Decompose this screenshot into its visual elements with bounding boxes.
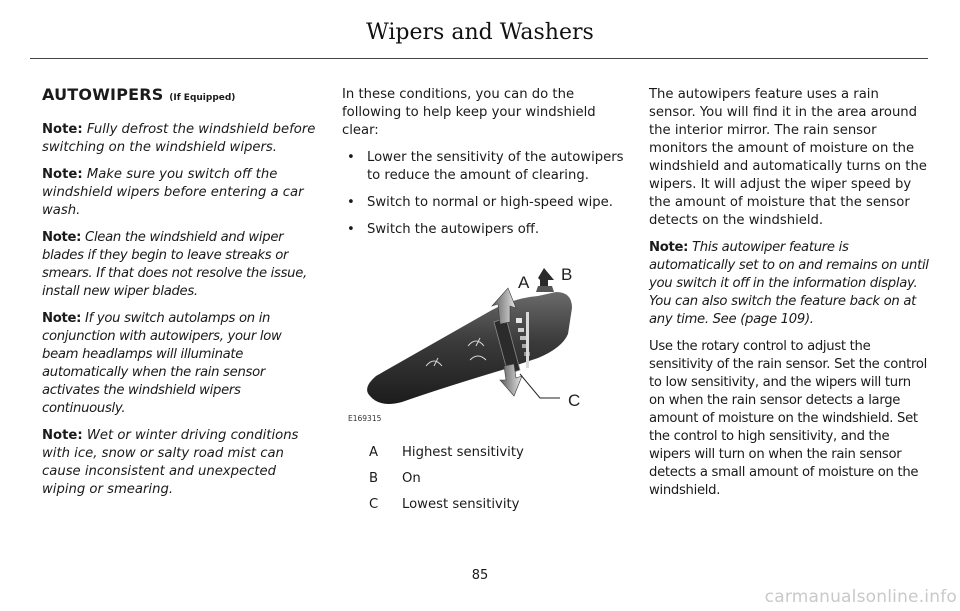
note-text: Clean the windshield and wiper blades if they begin to leave streaks or smears. If that does not resolve the issue, install new wiper blades. — [42, 230, 307, 299]
note-paragraph — [649, 239, 929, 329]
header-divider — [30, 58, 928, 59]
callout-a: A — [518, 273, 530, 292]
note-text: This autowiper feature is automatically set to on and remains on until you switch it off in the information display. You can also switch the feature back on at any time. See (page 109). — [649, 240, 929, 327]
wiper-stalk-illustration — [342, 248, 627, 430]
list-item — [342, 194, 627, 212]
page-number: 85 — [471, 568, 489, 583]
legend-value: Highest sensitivity — [402, 445, 524, 460]
note-paragraph — [42, 121, 320, 157]
legend-row — [342, 496, 627, 514]
note-label: Note: — [42, 230, 82, 245]
note-paragraph — [42, 427, 320, 499]
note-label: Note: — [42, 428, 83, 443]
bullet-text: Switch to normal or high-speed wipe. — [367, 195, 613, 210]
bullet-symbol: • — [347, 222, 355, 237]
legend-row — [342, 470, 627, 488]
legend-row — [342, 444, 627, 462]
note-label: Note: — [42, 167, 83, 182]
arrow-on — [538, 268, 554, 286]
legend-key: C — [369, 497, 379, 512]
legend-value: Lowest sensitivity — [402, 497, 520, 512]
note-label: Note: — [649, 240, 689, 255]
note-label: Note: — [42, 122, 83, 137]
figure-code: E169315 — [348, 414, 382, 423]
page-title: Wipers and Washers — [366, 20, 594, 45]
note-text: Make sure you switch off the windshield wipers before entering a car wash. — [42, 167, 304, 218]
ring-marker — [516, 318, 522, 323]
rotary-control-paragraph: Use the rotary control to adjust the sensitivity of the rain sensor. Set the control to low sensitivity, and the wipers will turn on when the rain sensor detects a large amount of moisture on the windshield. Set the control to high sensitivity, and the wipers will turn on when the rain sensor detects a small amount of moisture on the windshield. — [649, 339, 927, 498]
section-heading — [42, 86, 320, 107]
figure-legend — [342, 444, 627, 514]
bullet-symbol: • — [347, 150, 355, 165]
legend-key: A — [369, 445, 379, 460]
legend-value: On — [402, 471, 421, 486]
section-qualifier: (If Equipped) — [169, 93, 236, 103]
ring-marker — [520, 336, 526, 340]
stalk-body — [367, 292, 572, 404]
wiper-stalk-figure — [342, 248, 627, 430]
column-middle — [342, 86, 627, 522]
column-right — [649, 86, 929, 509]
note-text: If you switch autolamps on in conjunction with autowipers, your low beam headlamps will illuminate automatically when the rain sensor activates the windshield wipers continuously. — [42, 311, 282, 416]
arrow-on-tail — [536, 286, 554, 292]
callout-c-line — [520, 374, 560, 398]
bullet-text: Switch the autowipers off. — [367, 222, 540, 237]
note-label: Note: — [42, 311, 82, 326]
bullet-list — [342, 149, 627, 239]
list-item — [342, 149, 627, 185]
column-left — [42, 86, 320, 508]
watermark: carmanualsonline.info — [764, 587, 957, 607]
list-item — [342, 221, 627, 239]
ring-marker — [518, 328, 524, 332]
note-text: Fully defrost the windshield before switching on the windshield wipers. — [42, 122, 316, 155]
sensitivity-indicator — [526, 312, 529, 368]
note-paragraph — [42, 229, 320, 301]
section-title: AUTOWIPERS — [42, 85, 164, 104]
callout-c: C — [568, 391, 581, 410]
bullet-text: Lower the sensitivity of the autowipers to reduce the amount of clearing. — [367, 150, 624, 183]
note-paragraph — [42, 166, 320, 220]
intro-paragraph: In these conditions, you can do the following to help keep your windshield clear: — [342, 87, 596, 138]
legend-key: B — [369, 471, 379, 486]
note-text: Wet or winter driving conditions with ice, snow or salty road mist can cause inconsistent and unexpected wiping or smearing. — [42, 428, 299, 497]
rain-sensor-paragraph: The autowipers feature uses a rain sensor. You will find it in the area around the interior mirror. The rain sensor monitors the amount of moisture on the windshield and automatically turns on the wipers. It will adjust the wiper speed by the amount of moisture that the sensor detects on the windshield. — [649, 87, 927, 228]
note-paragraph — [42, 310, 320, 418]
callout-b: B — [561, 265, 573, 284]
bullet-symbol: • — [347, 195, 355, 210]
